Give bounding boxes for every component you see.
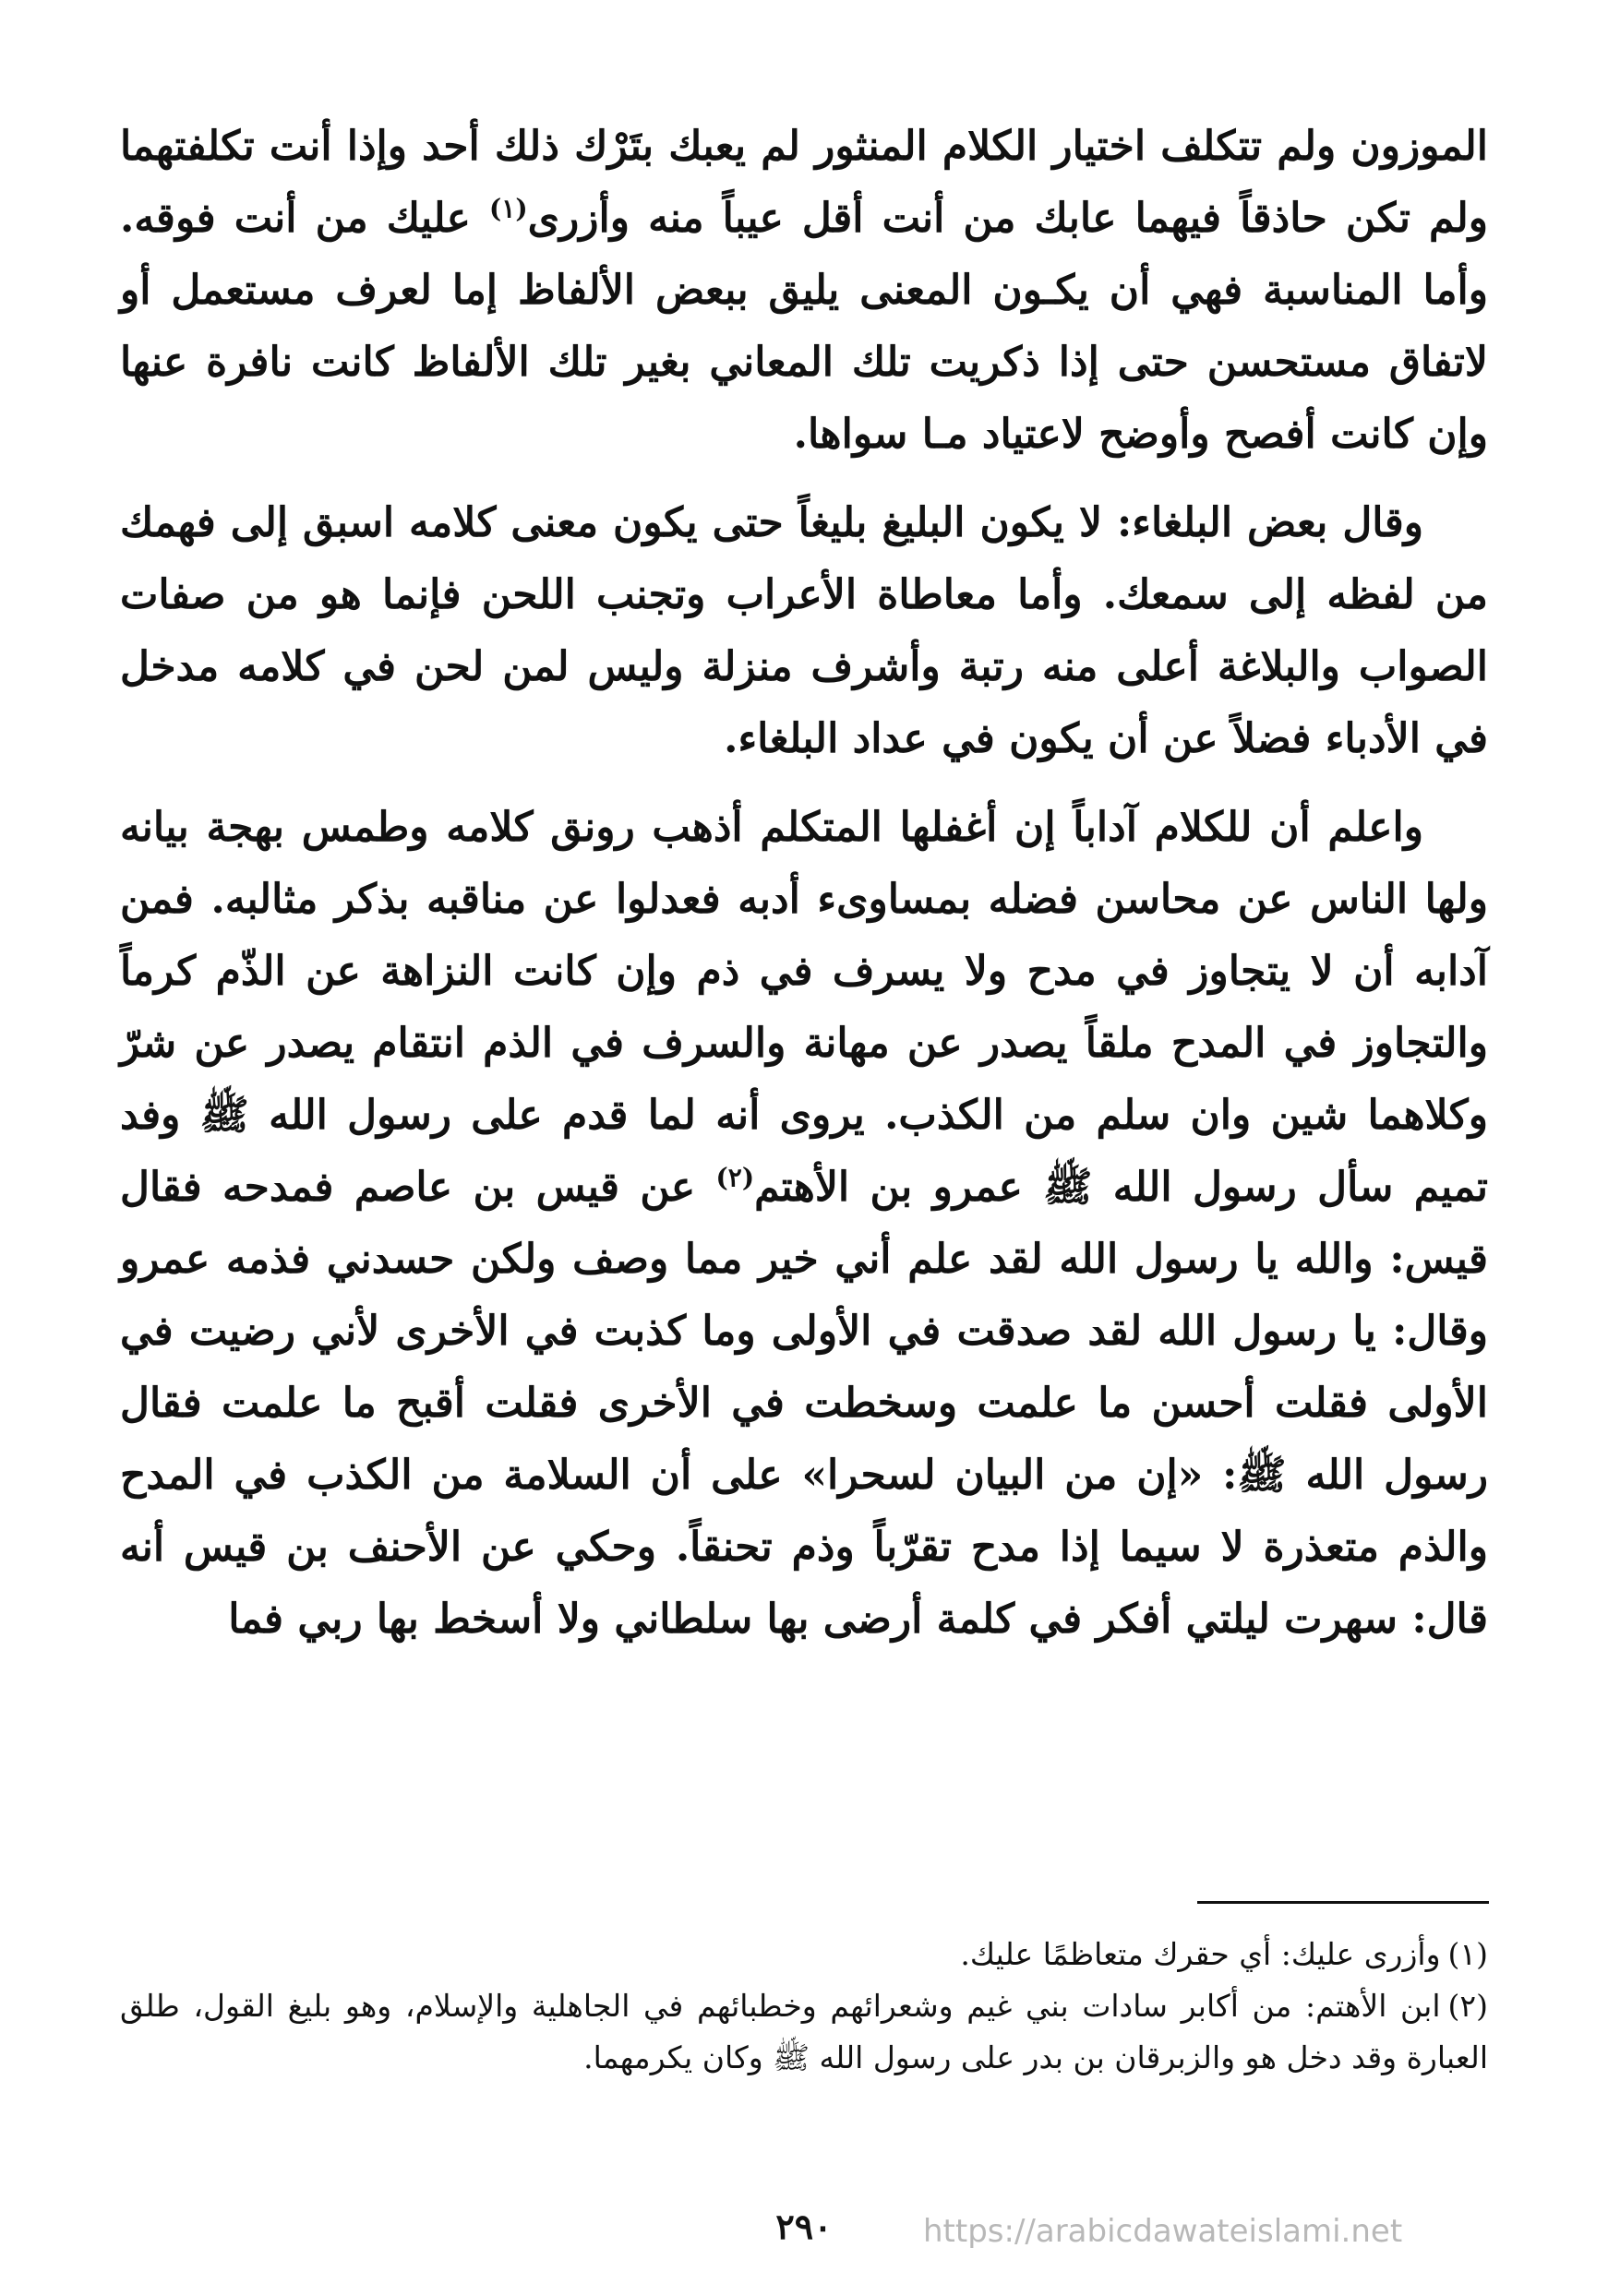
- footnote-1: [120, 1929, 1488, 1980]
- footnote-ref-1: (١): [489, 193, 528, 224]
- paragraph-2: [120, 487, 1488, 775]
- paragraph-1-text: الموزون ولم تتكلف اختيار الكلام المنثور لم يعبك بتَرْك ذلك أحد وإذا أنت تكلفتهما ولم تكن حاذقاً فيهما عابك من أنت أقل عيباً منه وأزرى: [120, 123, 1488, 242]
- paragraph-1-text-continued: عليك من أنت فوقه. وأما المناسبة فهي أن يكـون المعنى يليق ببعض الألفاظ إما لعرف مستعمل أو لاتفاق مستحسن حتى إذا ذكريت تلك المعاني بغير تلك الألفاظ كانت نافرة عنها وإن كانت أفصح وأوضح لاعتياد مـا سواها.: [120, 195, 1488, 458]
- main-text: [120, 111, 1488, 1672]
- footnote-ref-2: (٢): [715, 1162, 755, 1193]
- footnote-1-text: وأزرى عليك: أي حقرك متعاظمًا عليك.: [960, 1936, 1441, 1972]
- footnote-1-number: (١): [1447, 1936, 1488, 1972]
- paragraph-3-text-continued: عن قيس بن عاصم فمدحه فقال قيس: والله يا رسول الله لقد علم أني خير مما وصف ولكن حسدني فذمه عمرو وقال: يا رسول الله لقد صدقت في الأولى وما كذبت في الأخرى لأني رضيت في الأولى فقلت أحسن ما علمت وسخطت في الأخرى فقلت أقبح ما علمت فقال رسول الله ﷺ: «إن من البيان لسحرا» على أن السلامة من الكذب في المدح والذم متعذرة لا سيما إذا مدح تقرّباً وذم تحنقاً. وحكي عن الأحنف بن قيس أنه قال: سهرت ليلتي أفكر في كلمة أرضى بها سلطاني ولا أسخط بها ربي فما: [120, 1164, 1488, 1643]
- footnotes: [120, 1929, 1488, 2084]
- footnote-2-number: (٢): [1447, 1988, 1488, 2024]
- paragraph-3: [120, 792, 1488, 1656]
- footnote-2: [120, 1980, 1488, 2084]
- footnote-separator: [1197, 1901, 1489, 1904]
- footnote-2-text: ابن الأهتم: من أكابر سادات بني غيم وشعرائهم وخطبائهم في الجاهلية والإسلام، وهو بليغ القول، طلق العبارة وقد دخل هو والزبرقان بن بدر على رسول الله ﷺ وكان يكرمهما.: [120, 1988, 1488, 2075]
- paragraph-2-text: وقال بعض البلغاء: لا يكون البليغ بليغاً حتى يكون معنى كلامه اسبق إلى فهمك من لفظه إلى سمعك. وأما معاطاة الأعراب وتجنب اللحن فإنما هو من صفات الصواب والبلاغة أعلى منه رتبة وأشرف منزلة وليس لمن لحن في كلامه مدخل في الأدباء فضلاً عن أن يكون في عداد البلغاء.: [120, 499, 1488, 762]
- page-number: ٢٩٠: [775, 2206, 833, 2247]
- watermark-url: https://arabicdawateislami.net: [923, 2213, 1403, 2250]
- paragraph-3-text: واعلم أن للكلام آداباً إن أغفلها المتكلم أذهب رونق كلامه وطمس بهجة بيانه ولها الناس عن محاسن فضله بمساوىء أدبه فعدلوا عن مناقبه بذكر مثالبه. فمن آدابه أن لا يتجاوز في مدح ولا يسرف في ذم وإن كانت النزاهة عن الذّم كرماً والتجاوز في المدح ملقاً يصدر عن مهانة والسرف في الذم انتقام يصدر عن شرّ وكلاهما شين وان سلم من الكذب. يروى أنه لما قدم على رسول الله ﷺ وفد تميم سأل رسول الله ﷺ عمرو بن الأهتم: [120, 804, 1488, 1211]
- paragraph-1: [120, 111, 1488, 471]
